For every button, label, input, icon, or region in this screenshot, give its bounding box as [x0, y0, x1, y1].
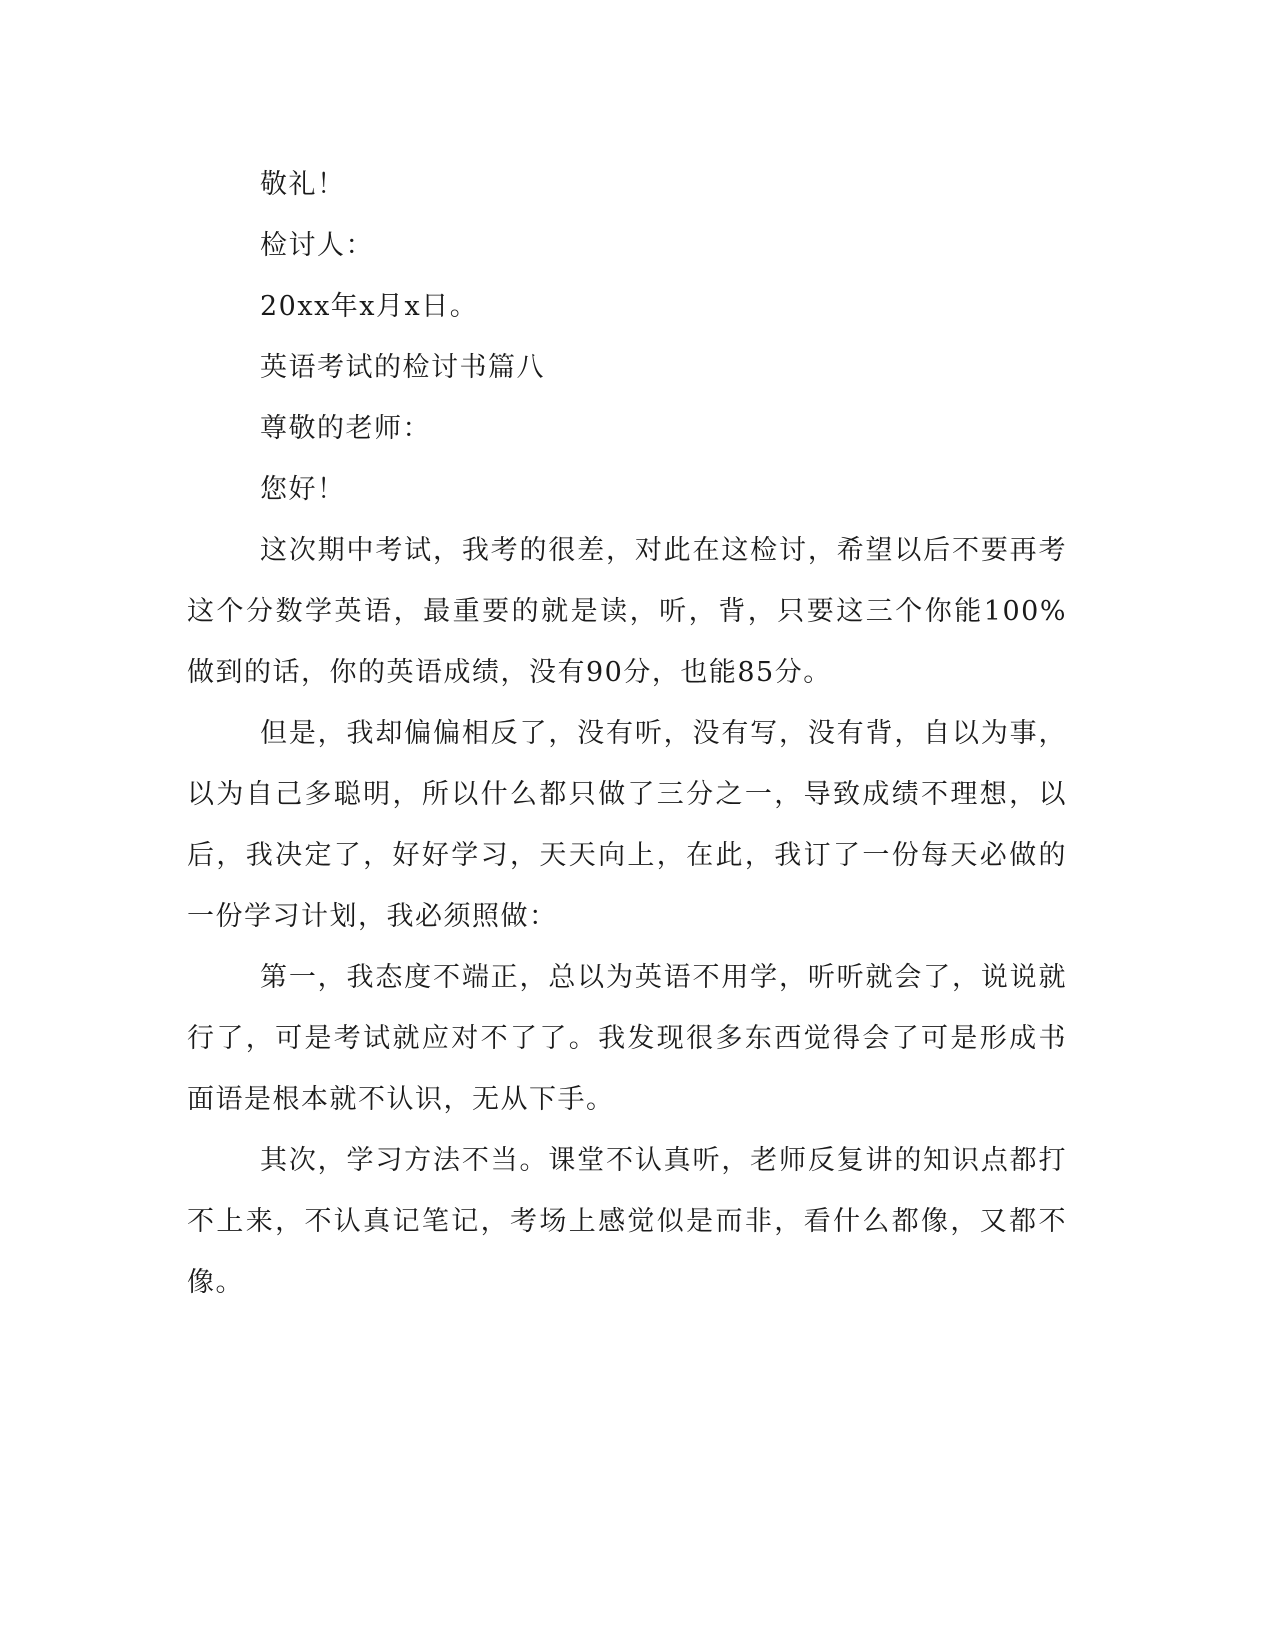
paragraph-second-point: 其次，学习方法不当。课堂不认真听，老师反复讲的知识点都打不上来，不认真记笔记，考场上感觉似是而非，看什么都像，又都不像。 [187, 1145, 1067, 1298]
date-line: 20xx年x月x日。 [260, 291, 479, 322]
document-body [187, 154, 1067, 1313]
salutation-line: 尊敬的老师： [260, 413, 431, 444]
closing-line: 敬礼！ [260, 169, 346, 200]
section-heading: 英语考试的检讨书篇八 [260, 352, 545, 383]
paragraph-exam-result: 这次期中考试，我考的很差，对此在这检讨，希望以后不要再考这个分数学英语，最重要的就是读，听，背，只要这三个你能100%做到的话，你的英语成绩，没有90分，也能85分。 [187, 535, 1067, 688]
paragraph-reflection: 但是，我却偏偏相反了，没有听，没有写，没有背，自以为事，以为自己多聪明，所以什么都只做了三分之一，导致成绩不理想，以后，我决定了，好好学习，天天向上，在此，我订了一份每天必做的一份学习计划，我必须照做： [187, 718, 1067, 932]
paragraph-first-point: 第一，我态度不端正，总以为英语不用学，听听就会了，说说就行了，可是考试就应对不了了。我发现很多东西觉得会了可是形成书面语是根本就不认识，无从下手。 [187, 962, 1067, 1115]
signer-line: 检讨人： [260, 230, 374, 261]
greeting-line: 您好！ [260, 474, 346, 505]
